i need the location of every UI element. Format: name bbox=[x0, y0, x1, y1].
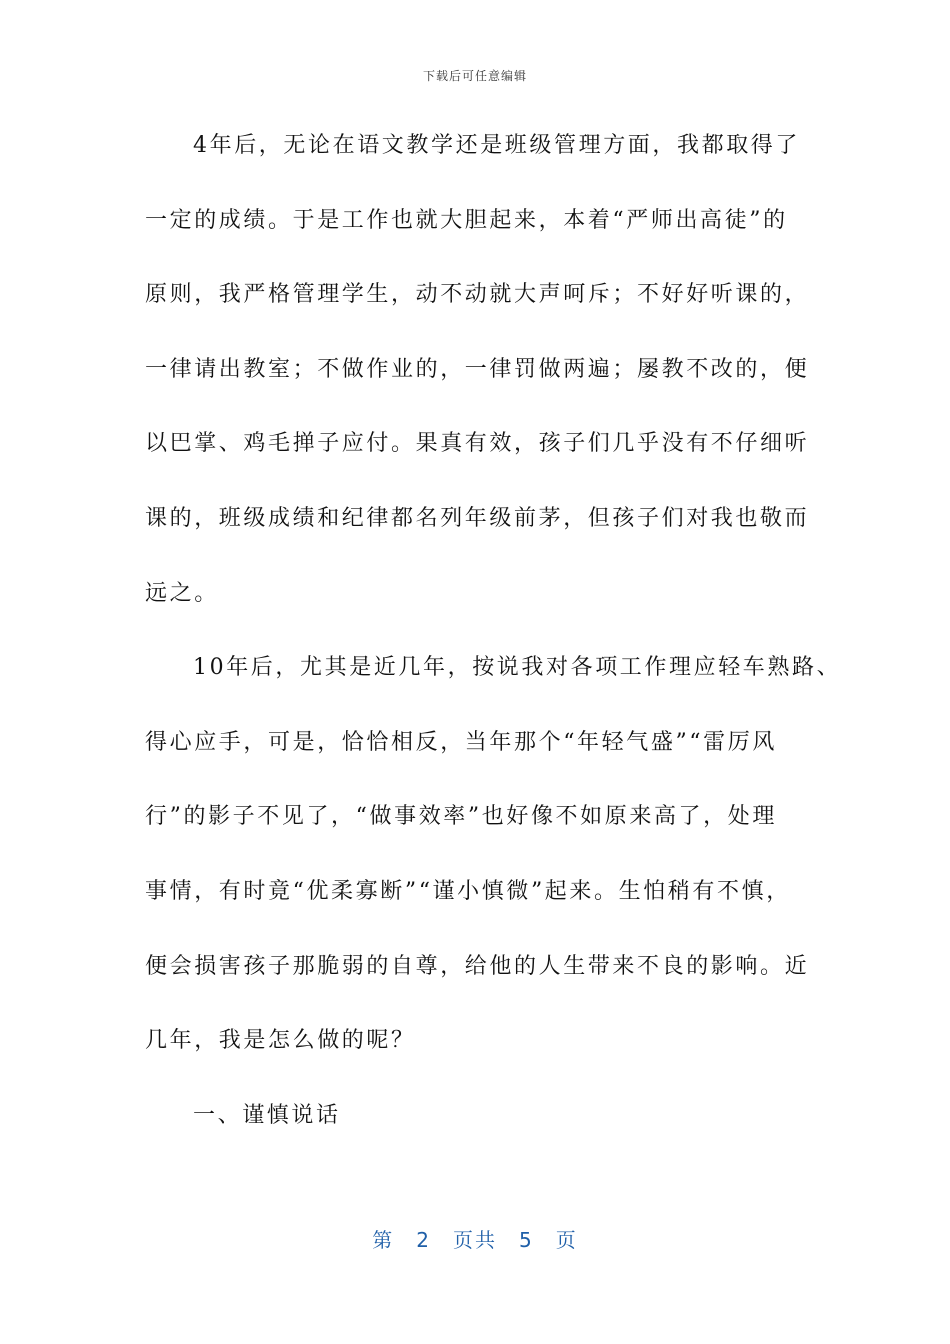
paragraph-line: 10年后，尤其是近几年，按说我对各项工作理应轻车熟路、 bbox=[193, 655, 842, 681]
paragraph-line: 原则，我严格管理学生，动不动就大声呵斥；不好好听课的， bbox=[145, 282, 810, 308]
paragraph-line: 远之。 bbox=[145, 580, 219, 606]
header-note: 下载后可任意编辑 bbox=[422, 69, 527, 83]
paragraph-line: 一律请出教室；不做作业的，一律罚做两遍；屡教不改的，便 bbox=[145, 356, 810, 382]
page-current: 2 bbox=[416, 1228, 431, 1252]
paragraph-line: 几年，我是怎么做的呢？ bbox=[145, 1028, 416, 1054]
section-heading: 一、谨慎说话 bbox=[193, 1102, 341, 1128]
paragraph-line: 一定的成绩。于是工作也就大胆起来，本着“严师出高徒”的 bbox=[145, 207, 788, 233]
document-body bbox=[145, 126, 842, 1170]
page-prefix: 第 bbox=[372, 1228, 395, 1252]
paragraph-line: 便会损害孩子那脆弱的自尊，给他的人生带来不良的影响。近 bbox=[145, 953, 810, 979]
paragraph-line: 事情，有时竟“优柔寡断”“谨小慎微”起来。生怕稍有不慎， bbox=[145, 878, 791, 904]
paragraph-line: 得心应手，可是，恰恰相反，当年那个“年轻气盛”“雷厉风 bbox=[145, 729, 777, 755]
page-mid: 页共 bbox=[453, 1228, 497, 1252]
page-suffix: 页 bbox=[555, 1228, 578, 1252]
paragraph-line: 以巴掌、鸡毛掸子应付。果真有效，孩子们几乎没有不仔细听 bbox=[145, 431, 810, 457]
page-total: 5 bbox=[519, 1228, 534, 1252]
paragraph-line: 4年后，无论在语文教学还是班级管理方面，我都取得了 bbox=[193, 133, 800, 158]
paragraph-line: 行”的影子不见了，“做事效率”也好像不如原来高了，处理 bbox=[145, 804, 777, 830]
page-footer bbox=[0, 1224, 950, 1253]
paragraph-line: 课的，班级成绩和纪律都名列年级前茅，但孩子们对我也敬而 bbox=[145, 505, 810, 531]
